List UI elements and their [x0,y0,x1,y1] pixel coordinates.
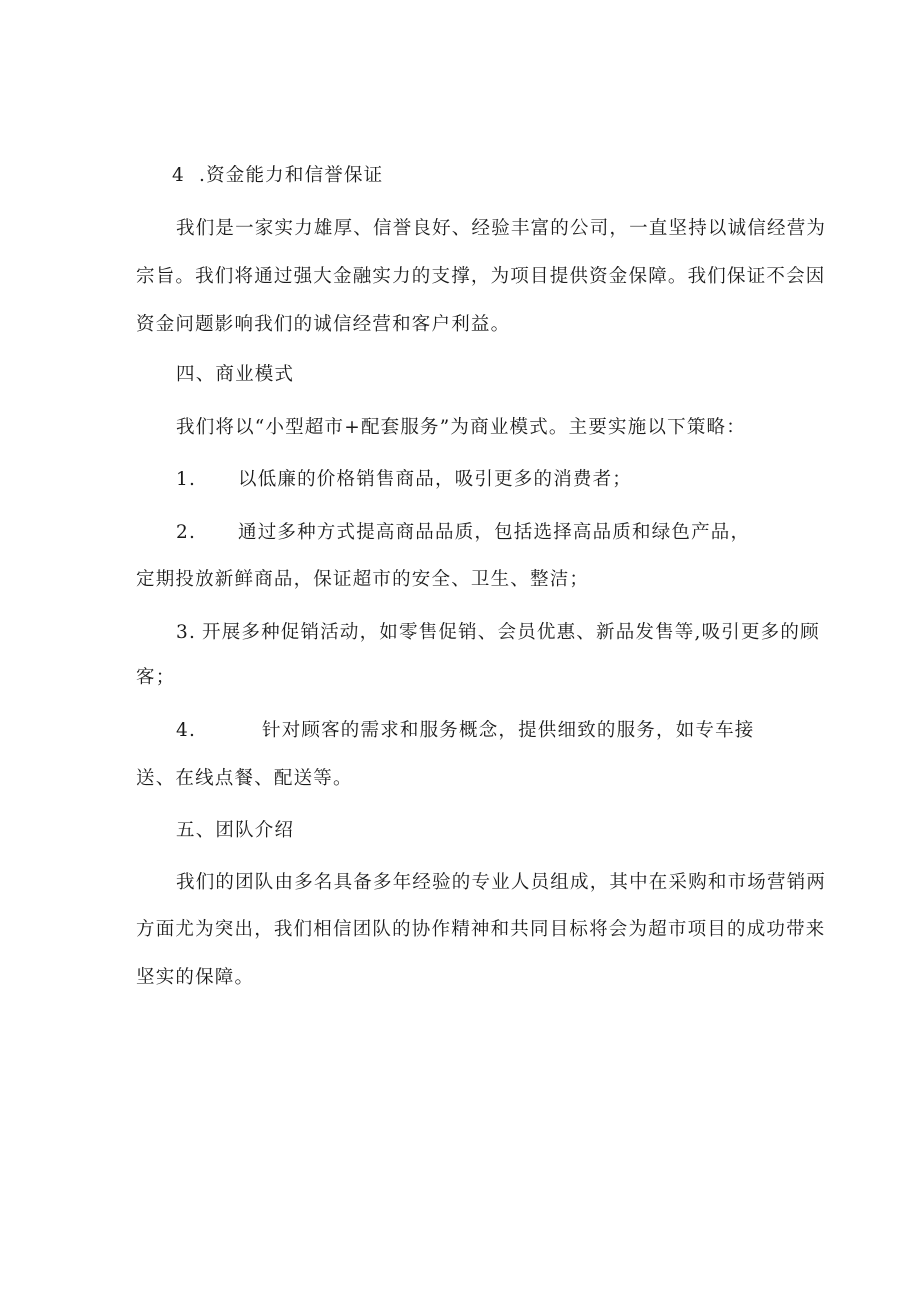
heading-number: 4 [172,165,185,186]
list-item [176,468,632,492]
paragraph-line: 宗旨。我们将通过强大金融实力的支撑，为项目提供资金保障。我们保证不会因 [136,266,826,287]
paragraph-line: 我们的团队由多名具备多年经验的专业人员组成，其中在采购和市场营销两 [176,872,827,893]
list-item-text: 以低廉的价格销售商品，吸引更多的消费者； [238,469,633,490]
list-item-number: 1. [176,469,197,490]
paragraph-line: 我们是一家实力雄厚、信誉良好、经验丰富的公司，一直坚持以诚信经营为 [176,218,827,239]
section-heading-business-model: 四、商业模式 [176,364,295,385]
list-item-continuation: 客； [136,667,176,688]
list-item-continuation: 定期投放新鲜商品，保证超市的安全、卫生、整洁； [136,569,590,590]
paragraph-line: 坚实的保障。 [136,967,255,988]
list-item [176,621,820,645]
list-item-number: 4. [176,720,197,741]
section-heading-team: 五、团队介绍 [176,820,295,841]
list-item [176,719,755,743]
paragraph-line: 资金问题影响我们的诚信经营和客户利益。 [136,314,511,335]
list-item-text: 开展多种促销活动，如零售促销、会员优惠、新品发售等,吸引更多的顾 [202,622,820,643]
list-item-continuation: 送、在线点餐、配送等。 [136,768,353,789]
paragraph-line: 方面尤为突出，我们相信团队的协作精神和共同目标将会为超市项目的成功带来 [136,919,826,940]
heading-text: .资金能力和信誉保证 [198,165,384,186]
list-item-number: 3. [176,622,197,643]
list-item-number: 2. [176,522,197,543]
section-heading-funding [172,164,383,188]
list-item-text: 通过多种方式提高商品品质，包括选择高品质和绿色产品， [238,522,751,543]
list-item [176,521,750,545]
paragraph-line: 我们将以“小型超市+配套服务”为商业模式。主要实施以下策略： [176,417,746,438]
list-item-text: 针对顾客的需求和服务概念，提供细致的服务，如专车接 [262,720,755,741]
